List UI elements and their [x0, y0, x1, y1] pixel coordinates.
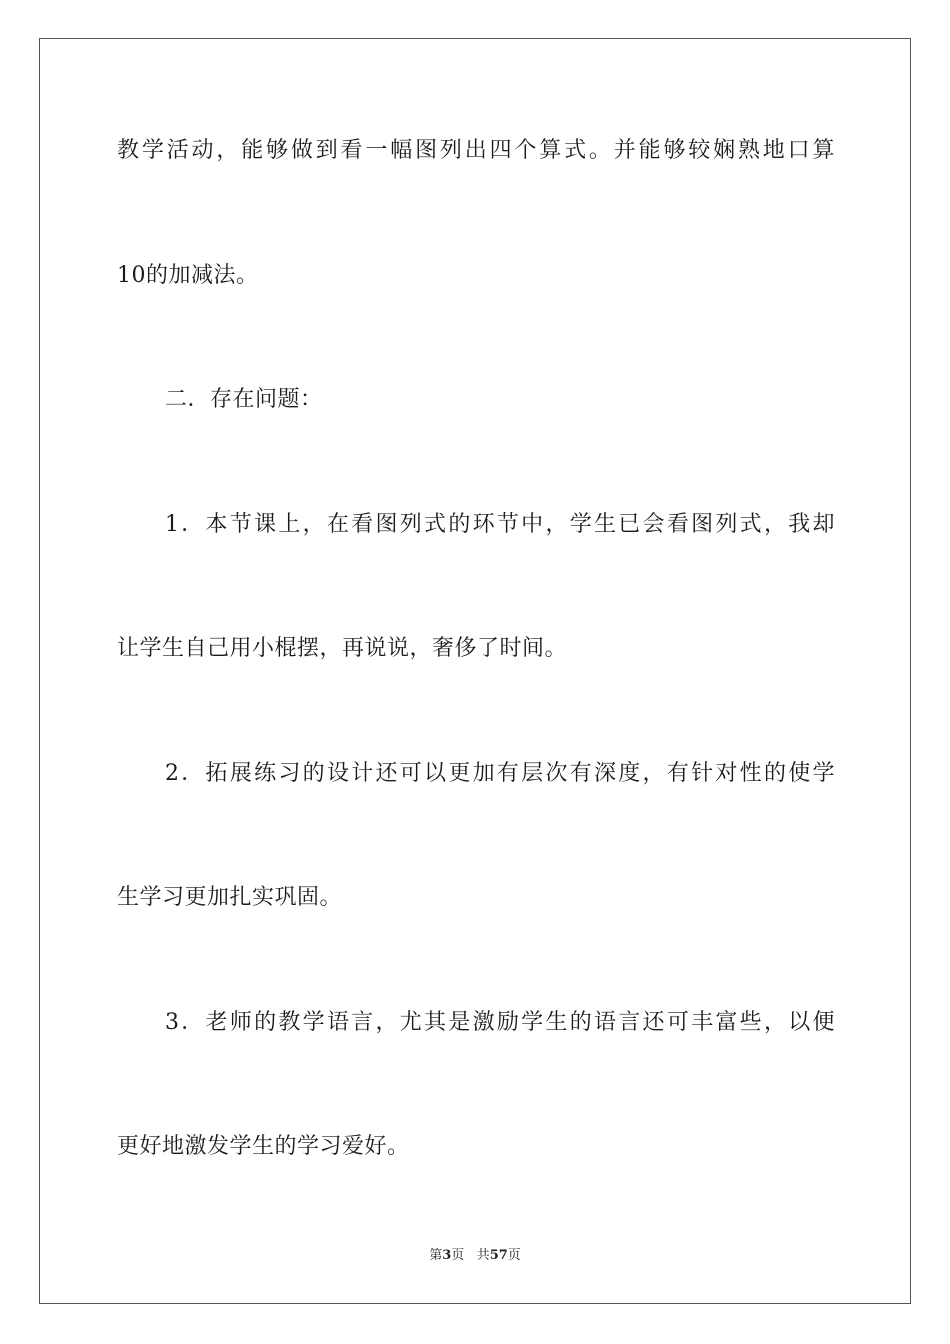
paragraph-line-9: 更好地激发学生的学习爱好。	[117, 1134, 410, 1159]
footer-total-suffix: 页	[507, 1248, 521, 1263]
footer-page-suffix: 页	[451, 1248, 465, 1263]
paragraph-line-5: 让学生自己用小棍摆，再说说，奢侈了时间。	[117, 636, 568, 661]
paragraph-line-6: 2．拓展练习的设计还可以更加有层次有深度，有针对性的使学	[165, 761, 835, 786]
paragraph-line-1: 教学活动，能够做到看一幅图列出四个算式。并能够较娴熟地口算	[117, 138, 835, 163]
page-footer	[0, 1247, 950, 1265]
total-page-count: 57	[489, 1248, 508, 1263]
footer-total-prefix: 共	[476, 1248, 490, 1263]
footer-prefix: 第	[429, 1248, 443, 1263]
page-border	[39, 38, 911, 1304]
current-page-number: 3	[442, 1248, 452, 1263]
paragraph-line-8: 3．老师的教学语言，尤其是激励学生的语言还可丰富些，以便	[165, 1010, 835, 1035]
paragraph-line-7: 生学习更加扎实巩固。	[117, 885, 343, 910]
section-heading: 二．存在问题：	[165, 387, 323, 412]
paragraph-line-2: 10的加减法。	[117, 263, 259, 288]
paragraph-line-4: 1．本节课上，在看图列式的环节中，学生已会看图列式，我却	[165, 512, 835, 537]
